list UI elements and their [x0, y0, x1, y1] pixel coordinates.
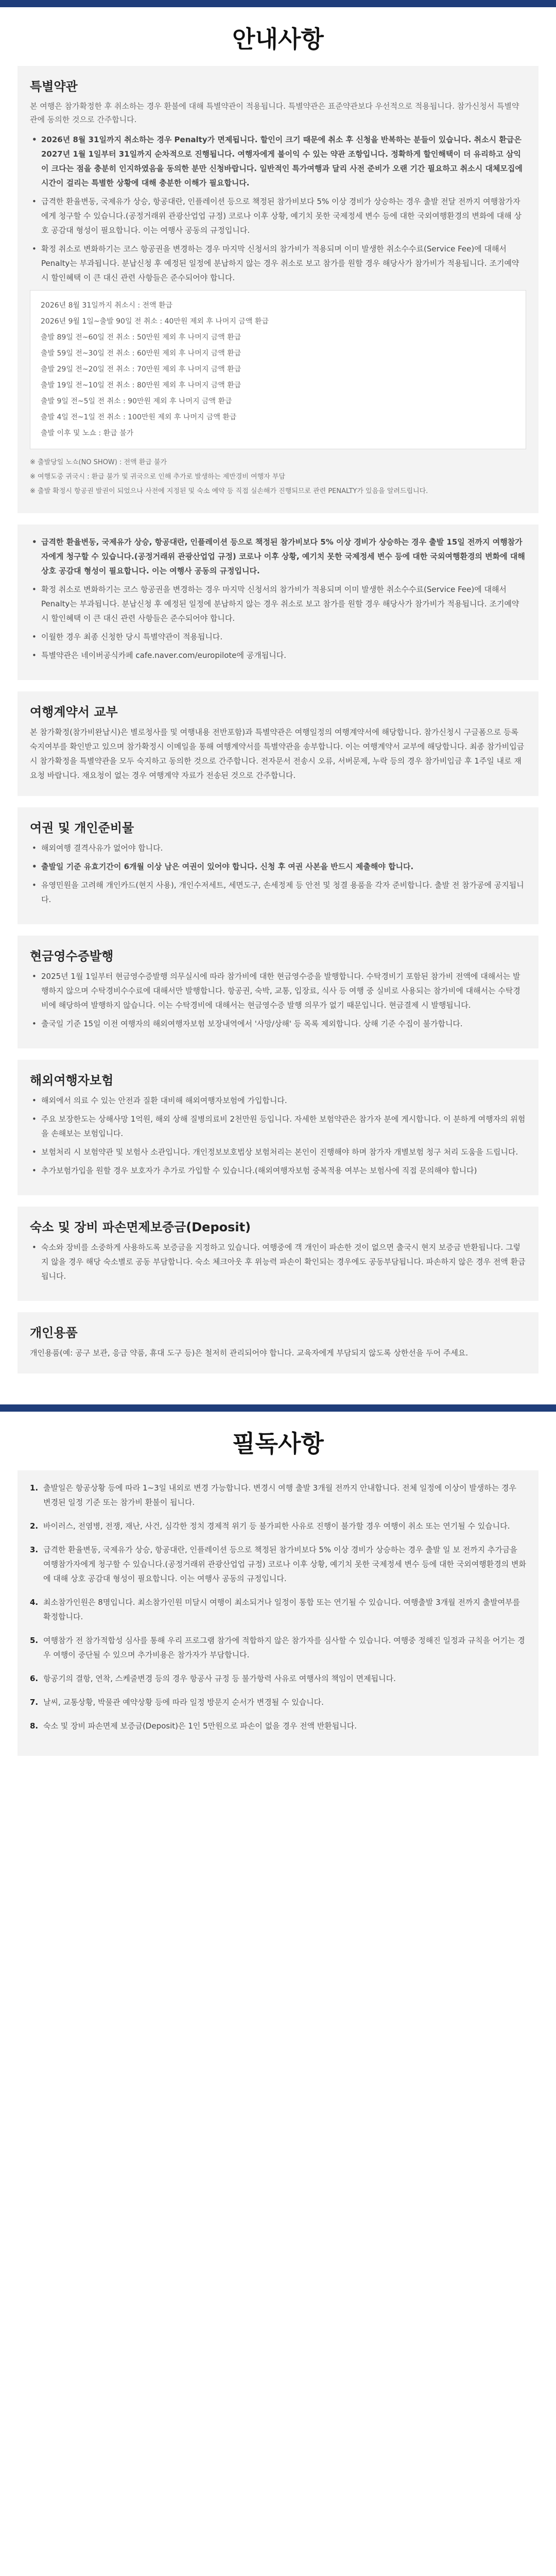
insurance-item: • 보험처리 시 보험약관 및 보험사 소관입니다. 개인정보보호법상 보험처리는 본인이 진행해야 하며 참가자 개별보험 청구 처리 도움을 드립니다.	[30, 1145, 526, 1159]
special-terms-section	[18, 66, 538, 513]
insurance-heading: 해외여행자보험	[30, 1073, 114, 1088]
must-read-item: 5. 여행참가 전 참가적합성 심사를 통해 우리 프로그램 참가에 적합하지 않은 참가자를 심사할 수 있습니다. 여행중 정해진 일정과 규칙을 어기는 경우 여행이 중단될 수 있으며 추가비용은 참가자가 부담합니다.	[30, 1636, 525, 1659]
deposit-section	[18, 1207, 538, 1301]
passport-heading: 여권 및 개인준비물	[30, 821, 134, 835]
passport-item: • 유영민원을 고려해 개인카드(현지 사용), 개인수저세트, 세면도구, 손세정제 등 안전 및 청결 용품을 각자 준비합니다. 출발 전 참가공에 공지됩니다.	[30, 878, 526, 907]
contract-heading: 여행계약서 교부	[30, 705, 118, 719]
insurance-section	[18, 1060, 538, 1195]
special-extra-item: • 급격한 환율변동, 국제유가 상승, 항공대란, 인플레이션 등으로 책정된 참가비보다 5% 이상 경비가 상승하는 경우 출발 15일 전까지 여행참가자에게 청구할 수 있습니다.(공정거래위 관광산업업 규정) 코로나 이후 상황, 예기치 못한 국제정세 변수 등에 대한 국외여행환경의 변화에 대해 상호 공감대 형성이 필요합니다. 이는 여행사 공동의 규정입니다.	[30, 535, 526, 578]
must-read-item: 6. 항공기의 결항, 연착, 스케줄변경 등의 경우 항공사 규정 등 불가항력 사유로 여행사의 책임이 면제됩니다.	[30, 1674, 396, 1683]
refund-row: 출발 이후 및 노쇼 : 환급 불가	[41, 429, 134, 437]
receipt-list	[30, 969, 526, 1031]
passport-section	[18, 807, 538, 924]
must-read-item: 1. 출발일은 항공상황 등에 따라 1~3일 내외로 변경 가능합니다. 변경시 여행 출발 3개월 전까지 안내합니다. 전체 일정에 이상이 발생하는 경우 변경된 일정 기준 또는 참가비 환불이 됩니다.	[30, 1483, 517, 1507]
contract-section	[18, 691, 538, 796]
special-extra-list	[30, 535, 526, 663]
refund-schedule-box	[30, 290, 526, 449]
passport-item: • 출발일 기준 유효기간이 6개월 이상 남은 여권이 있어야 합니다. 신청 후 여권 사본을 반드시 제출해야 합니다.	[30, 859, 526, 874]
special-extra-item: • 이월한 경우 최종 신청한 당시 특별약관이 적용됩니다.	[30, 630, 526, 644]
refund-note: ※ 출발당일 노쇼(NO SHOW) : 전액 환급 불가	[30, 459, 167, 466]
refund-row: 출발 29일 전~20일 전 취소 : 70만원 제외 후 나머지 금액 환급	[41, 365, 241, 374]
must-read-item: 3. 급격한 환율변동, 국제유가 상승, 항공대란, 인플레이션 등으로 책정된 참가비보다 5% 이상 경비가 상승하는 경우 출발 일 보 전까지 추가금을 여행참가자에게 청구할 수 있습니다.(공정거래위 관광산업업 규정) 코로나 이후 상황, 예기치 못한 국제정세 변수 등에 대한 국외여행환경의 변화에 대해 상호 공감대 형성이 필요합니다. 이는 여행사 공동의 규정입니다.	[30, 1545, 526, 1583]
must-read-list	[30, 1481, 526, 1733]
refund-row: 출발 4일 전~1일 전 취소 : 100만원 제외 후 나머지 금액 환급	[41, 413, 237, 421]
deposit-list	[30, 1240, 526, 1283]
middle-bar	[0, 1404, 556, 1412]
special-term-1: • 2026년 8월 31일까지 취소하는 경우 Penalty가 면제됩니다. 할인이 크기 때문에 취소 후 신청을 반복하는 분들이 있습니다. 취소시 환급은 2027년 1월 1일부터 31일까지 순차적으로 진행됩니다. 여행자에게 불이익 수 있는 약관 조항입니다. 정확하게 할인해택이 더 유리하고 삼익이 크다는 점을 충분히 인지하였음을 동의한 분만 신청바랍니다. 일반적인 특가여행과 달리 사전 준비가 오랜 기간 필요하고 취소시 대체모집에 시간이 걸리는 특별한 상황에 대해 충분한 이해가 필요합니다.	[30, 132, 526, 190]
refund-row: 2026년 8월 31일까지 취소시 : 전액 환급	[41, 301, 173, 310]
insurance-item: • 주요 보장한도는 상해사망 1억원, 해외 상해 질병의료비 2천만원 등입니다. 자세한 보험약관은 참가자 분에 게시합니다. 이 분하게 여행자의 위험을 손해보는 보험입니다.	[30, 1112, 526, 1141]
insurance-list	[30, 1093, 526, 1178]
personal-items-text: 개인용품(예: 공구 보관, 응급 약품, 휴대 도구 등)은 철저히 관리되어야 합니다. 교육자에게 부담되지 않도록 상한선을 두어 주세요.	[30, 1348, 468, 1358]
receipt-item: • 2025년 1월 1일부터 현금영수증발행 의무실시에 따라 참가비에 대한 현금영수증을 발행합니다. 수탁경비기 포함된 참가비 전액에 대해서는 발행하지 않으며 수탁경비수수료에 대해서만 발행합니다. 항공권, 숙박, 교통, 입장료, 식사 등 여행 중 실비로 사용되는 참가비에 대해서는 수탁경비에 해당하여 발행하지 않습니다. 이는 수탁경비에 대해서는 현금영수증 발행 의무가 없기 때문입니다. 현금결제 시 발행됩니다.	[30, 969, 526, 1012]
receipt-heading: 현금영수증발행	[30, 949, 114, 963]
refund-row: 출발 59일 전~30일 전 취소 : 60만원 제외 후 나머지 금액 환급	[41, 349, 241, 358]
special-terms-intro: 본 여행은 참가확정한 후 취소하는 경우 환불에 대해 특별약관이 적용됩니다. 특별약관은 표준약관보다 우선적으로 적용됩니다. 참가신청서 특별약관에 동의한 것으로 간주합니다.	[30, 101, 519, 124]
personal-items-section	[18, 1312, 538, 1374]
special-terms-heading: 특별약관	[30, 79, 78, 94]
must-read-section	[18, 1470, 538, 1756]
page-title: 안내사항	[232, 25, 324, 53]
special-term-3: • 확정 취소로 변화하기는 코스 항공권을 변경하는 경우 마지막 신청서의 참가비가 적용되며 이미 발생한 취소수수료(Service Fee)에 대해서 Penalty는 부과됩니다. 분납신청 후 예정된 일정에 분납하지 않는 경우 취소로 보고 참가를 원할 경우 해당사가 참가비가 적용됩니다. 조기예약시 할인혜택 이 큰 대신 관련 사항들은 준수되어야 합니다.	[30, 242, 526, 285]
must-read-item: 7. 날씨, 교통상황, 박물관 예약상황 등에 따라 일정 방문지 순서가 변경될 수 있습니다.	[30, 1698, 324, 1707]
refund-note: ※ 여행도중 귀국시 : 환급 불가 및 귀국으로 인해 추가로 발생하는 제반경비 여행자 부담	[30, 473, 285, 481]
refund-note: ※ 출발 확정시 항공권 발권이 되었으나 사전에 지정된 및 숙소 예약 등 직접 실손해가 진행되므로 관련 PENALTY가 있음을 알려드립니다.	[30, 487, 428, 495]
passport-list	[30, 841, 526, 907]
must-read-item: 4. 최소참가인원은 8명입니다. 최소참가인원 미달시 여행이 최소되거나 일정이 통합 또는 연기될 수 있습니다. 여행출발 3개월 전까지 출발여부를 확정합니다.	[30, 1598, 520, 1621]
insurance-item: • 추가보험가입을 원할 경우 보호자가 추가로 가입할 수 있습니다.(해외여행자보험 중복적용 여부는 보험사에 직접 문의해야 합니다)	[30, 1163, 526, 1178]
receipt-section	[18, 936, 538, 1048]
contract-text: 본 참가확정(참가비완납시)은 별로청사를 및 여행내용 전반포함)과 특별약관은 여행일정의 여행계약서에 해당합니다. 참가신청시 구글폼으로 등록 숙지여부를 확인받고 있으며 참가확정시 이메일을 통해 여행계약서를 특별약관을 송부합니다. 이는 여행계약서 교부에 해당합니다. 최종 참가비입금시 참가확정을 특별약관을 모두 숙지하고 동의한 것으로 간주합니다. 전자문서 전송시 오류, 서버문제, 누락 등의 경우 참가비입금 후 1주일 내로 재요청 바랍니다. 재요청이 없는 경우 여행계약 자료가 전송된 것으로 간주합니다.	[30, 727, 525, 780]
refund-row: 2026년 9월 1일~출발 90일 전 취소 : 40만원 제외 후 나머지 금액 환급	[41, 317, 269, 326]
refund-row: 출발 19일 전~10일 전 취소 : 80만원 제외 후 나머지 금액 환급	[41, 381, 241, 389]
refund-row: 출발 89일 전~60일 전 취소 : 50만원 제외 후 나머지 금액 환급	[41, 333, 241, 342]
deposit-heading: 숙소 및 장비 파손면제보증금(Deposit)	[30, 1220, 251, 1234]
insurance-item: • 해외에서 의료 수 있는 안전과 질환 대비해 해외여행자보험에 가입합니다.	[30, 1093, 526, 1108]
must-read-item: 8. 숙소 및 장비 파손면제 보증금(Deposit)은 1인 5만원으로 파손이 없을 경우 전액 반환됩니다.	[30, 1721, 357, 1731]
deposit-item: • 숙소와 장비를 소중하게 사용하도록 보증금을 지정하고 있습니다. 여행중에 객 개인이 파손한 것이 없으면 출국시 현지 보증금 반환됩니다. 그렇지 않을 경우 해당 숙소별로 공동 부담합니다. 숙소 체크아웃 후 위능력 파손이 확인되는 경우에도 공동부담됩니다. 파손하지 않은 경우 전액 환급됩니다.	[30, 1240, 526, 1283]
special-terms-list	[30, 132, 526, 285]
passport-item: • 해외여행 결격사유가 없어야 합니다.	[30, 841, 526, 855]
top-bar	[0, 0, 556, 7]
special-term-2: • 급격한 환율변동, 국제유가 상승, 항공대란, 인플레이션 등으로 책정된 참가비보다 5% 이상 경비가 상승하는 경우 출발 전달 전까지 여행참가자에게 청구할 수 있습니다.(공정거래위 관광산업업 규정) 코로나 이후 상황, 예기치 못한 국제정세 변수 등에 대한 국외여행환경의 변화에 대해 상호 공감대 형성이 필요합니다. 이는 여행사 공동의 규정입니다.	[30, 194, 526, 238]
receipt-item: • 출국일 기준 15일 이전 여행자의 해외여행자보험 보장내역에서 '사망/상해' 등 목록 제외합니다. 상해 기준 수집이 불가합니다.	[30, 1016, 526, 1031]
personal-items-heading: 개인용품	[30, 1326, 78, 1340]
special-terms-extra-section	[18, 524, 538, 680]
must-read-item: 2. 바이러스, 전염병, 전쟁, 재난, 사건, 심각한 정치 경제적 위기 등 불가피한 사유로 진행이 불가할 경우 여행이 취소 또는 연기될 수 있습니다.	[30, 1521, 510, 1531]
special-extra-item: • 특별약관은 네이버공식카페 cafe.naver.com/europilote에 공개됩니다.	[30, 648, 526, 663]
special-extra-item: • 확정 취소로 변화하기는 코스 항공권을 변경하는 경우 마지막 신청서의 참가비가 적용되며 이미 발생한 취소수수료(Service Fee)에 대해서 Penalty는 부과됩니다. 분납신청 후 예정된 일정에 분납하지 않는 경우 취소로 보고 참가를 원할 경우 해당사가 참가비가 적용됩니다. 조기예약시 할인혜택 이 큰 대신 관련 사항들은 준수되어야 합니다.	[30, 582, 526, 625]
must-read-title: 필독사항	[232, 1430, 324, 1458]
refund-row: 출발 9일 전~5일 전 취소 : 90만원 제외 후 나머지 금액 환급	[41, 397, 232, 405]
